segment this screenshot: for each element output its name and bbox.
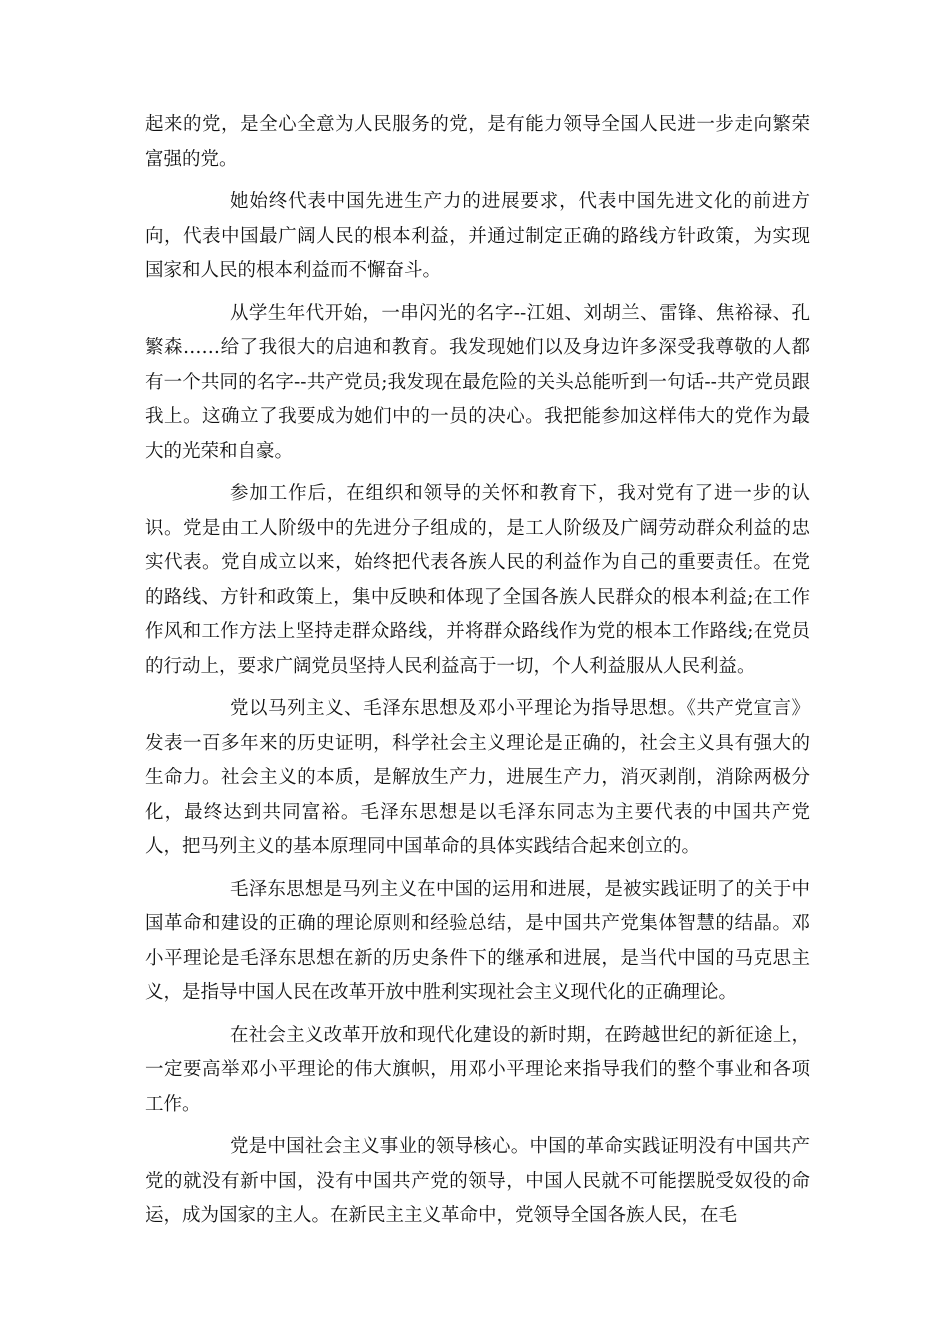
document-body <box>145 108 810 1242</box>
paragraph-5: 党以马列主义、毛泽东思想及邓小平理论为指导思想。《共产党宣言》发表一百多年来的历史证明，科学社会主义理论是正确的，社会主义具有强大的生命力。社会主义的本质，是解放生产力，进展生产力，消灭剥削，消除两极分化，最终达到共同富裕。毛泽东思想是以毛泽东同志为主要代表的中国共产党人，把马列主义的基本原理同中国革命的具体实践结合起来创立的。 <box>145 698 810 857</box>
paragraph-4: 参加工作后，在组织和领导的关怀和教育下，我对党有了进一步的认识。党是由工人阶级中的先进分子组成的，是工人阶级及广阔劳动群众利益的忠实代表。党自成立以来，始终把代表各族人民的利益作为自己的重要责任。在党的路线、方针和政策上，集中反映和体现了全国各族人民群众的根本利益;在工作作风和工作方法上坚持走群众路线，并将群众路线作为党的根本工作路线;在党员的行动上，要求广阔党员坚持人民利益高于一切，个人利益服从人民利益。 <box>145 483 810 677</box>
paragraph-8: 党是中国社会主义事业的领导核心。中国的革命实践证明没有中国共产党的就没有新中国，没有中国共产党的领导，中国人民就不可能摆脱受奴役的命运，成为国家的主人。在新民主主义革命中，党领导全国各族人民，在毛 <box>145 1136 810 1226</box>
paragraph-3: 从学生年代开始，一串闪光的名字--江姐、刘胡兰、雷锋、焦裕禄、孔繁森……给了我很大的启迪和教育。我发现她们以及身边许多深受我尊敬的人都有一个共同的名字--共产党员;我发现在最危险的关头总能听到一句话--共产党员跟我上。这确立了我要成为她们中的一员的决心。我把能参加这样伟大的党作为最大的光荣和自豪。 <box>145 302 810 462</box>
paragraph-1: 起来的党，是全心全意为人民服务的党，是有能力领导全国人民进一步走向繁荣富强的党。 <box>145 114 810 170</box>
paragraph-7: 在社会主义改革开放和现代化建设的新时期，在跨越世纪的新征途上，一定要高举邓小平理论的伟大旗帜，用邓小平理论来指导我们的整个事业和各项工作。 <box>145 1024 810 1115</box>
paragraph-2: 她始终代表中国先进生产力的进展要求，代表中国先进文化的前进方向，代表中国最广阔人民的根本利益，并通过制定正确的路线方针政策，为实现国家和人民的根本利益而不懈奋斗。 <box>145 191 810 281</box>
paragraph-6: 毛泽东思想是马列主义在中国的运用和进展，是被实践证明了的关于中国革命和建设的正确的理论原则和经验总结，是中国共产党集体智慧的结晶。邓小平理论是毛泽东思想在新的历史条件下的继承和进展，是当代中国的马克思主义，是指导中国人民在改革开放中胜利实现社会主义现代化的正确理论。 <box>145 878 810 1003</box>
